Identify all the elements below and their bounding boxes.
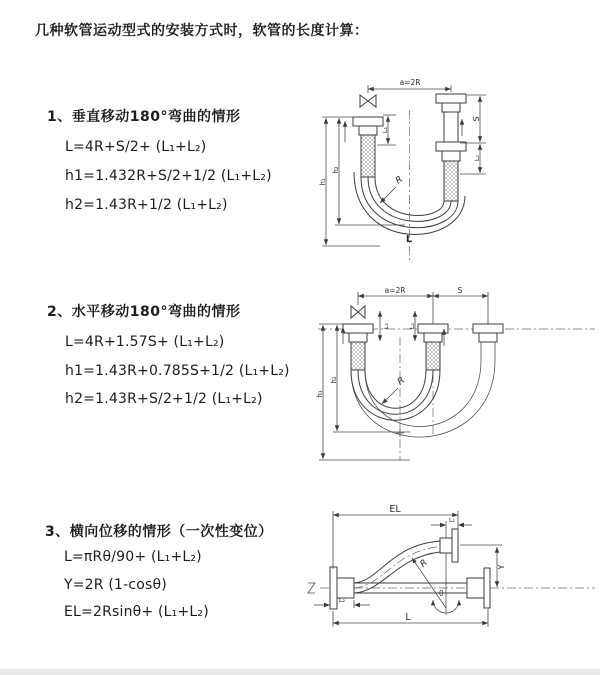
d2-valve-icon bbox=[351, 306, 365, 318]
d3-length-label: L bbox=[405, 612, 411, 623]
d2-dimensions bbox=[316, 286, 488, 460]
d2-radius-label: R bbox=[395, 375, 407, 388]
d2-l1-label: L₁ bbox=[382, 322, 390, 330]
d3-left-flange bbox=[330, 567, 337, 609]
section-3-heading: 3、横向位移的情形（一次性变位） bbox=[45, 524, 273, 540]
d2-hose-position-2 bbox=[351, 360, 495, 437]
d1-length-label: L bbox=[405, 234, 413, 245]
d3-l2-label: L₂ bbox=[338, 596, 346, 604]
d2-stroke-label: S bbox=[457, 286, 463, 295]
section-1-formula-h1: h1=1.432R+S/2+1/2 (L₁+L₂) bbox=[65, 168, 272, 184]
page-title: 几种软管运动型式的安装方式时，软管的长度计算： bbox=[35, 23, 369, 39]
d3-right-flange bbox=[484, 568, 490, 608]
section-3-formula-L: L=πRθ/90+ (L₁+L₂) bbox=[64, 549, 202, 565]
d1-h1-label: h₁ bbox=[319, 178, 327, 186]
d3-fittings bbox=[330, 529, 490, 609]
section-1-formula-h2: h2=1.43R+1/2 (L₁+L₂) bbox=[65, 197, 228, 213]
diagram-vertical-180-bend bbox=[310, 70, 600, 265]
d3-radius-label: R bbox=[418, 557, 430, 570]
d2-fittings bbox=[343, 306, 503, 370]
d1-l2-label: L₂ bbox=[473, 154, 481, 162]
section-2-formula-h1: h1=1.43R+0.785S+1/2 (L₁+L₂) bbox=[65, 363, 290, 379]
diagram-horizontal-180-bend bbox=[310, 282, 600, 467]
section-2-formula-h2: h2=1.43R+S/2+1/2 (L₁+L₂) bbox=[65, 391, 263, 407]
section-2-formula-L: L=4R+1.57S+ (L₁+L₂) bbox=[65, 334, 225, 350]
d1-stroke-label: S bbox=[472, 116, 481, 122]
d3-break-mark bbox=[308, 583, 315, 593]
d2-h1-label: h₁ bbox=[316, 390, 324, 398]
d2-span-label: a=2R bbox=[384, 286, 406, 295]
diagram-lateral-displacement bbox=[300, 505, 600, 650]
section-3-formula-Y: Y=2R (1-cosθ) bbox=[64, 577, 167, 593]
d3-theta-label: θ bbox=[439, 589, 444, 598]
section-1-heading: 1、垂直移动180°弯曲的情形 bbox=[47, 109, 241, 125]
d1-span-label: a=2R bbox=[399, 78, 421, 87]
d1-valve-icon bbox=[360, 95, 376, 107]
section-2-heading: 2、水平移动180°弯曲的情形 bbox=[47, 304, 241, 320]
d3-l1-label: L₁ bbox=[448, 516, 456, 524]
section-1-formula-L: L=4R+S/2+ (L₁+L₂) bbox=[65, 139, 207, 155]
d2-hose-position-1 bbox=[351, 370, 440, 420]
d3-el-label: EL bbox=[389, 504, 401, 515]
d2-h2-label: h₂ bbox=[330, 376, 338, 384]
section-3-formula-EL: EL=2Rsinθ+ (L₁+L₂) bbox=[64, 604, 209, 620]
d3-upper-flange bbox=[452, 529, 458, 562]
d3-y-label: Y bbox=[497, 564, 506, 570]
page-bottom-edge bbox=[0, 669, 600, 675]
d2-l2-label: L₂ bbox=[408, 322, 416, 330]
d1-h2-label: h₂ bbox=[332, 166, 340, 174]
d1-radius-label: R bbox=[393, 174, 405, 187]
d3-dimensions bbox=[314, 504, 506, 627]
d1-l1-label: L₁ bbox=[381, 126, 389, 134]
